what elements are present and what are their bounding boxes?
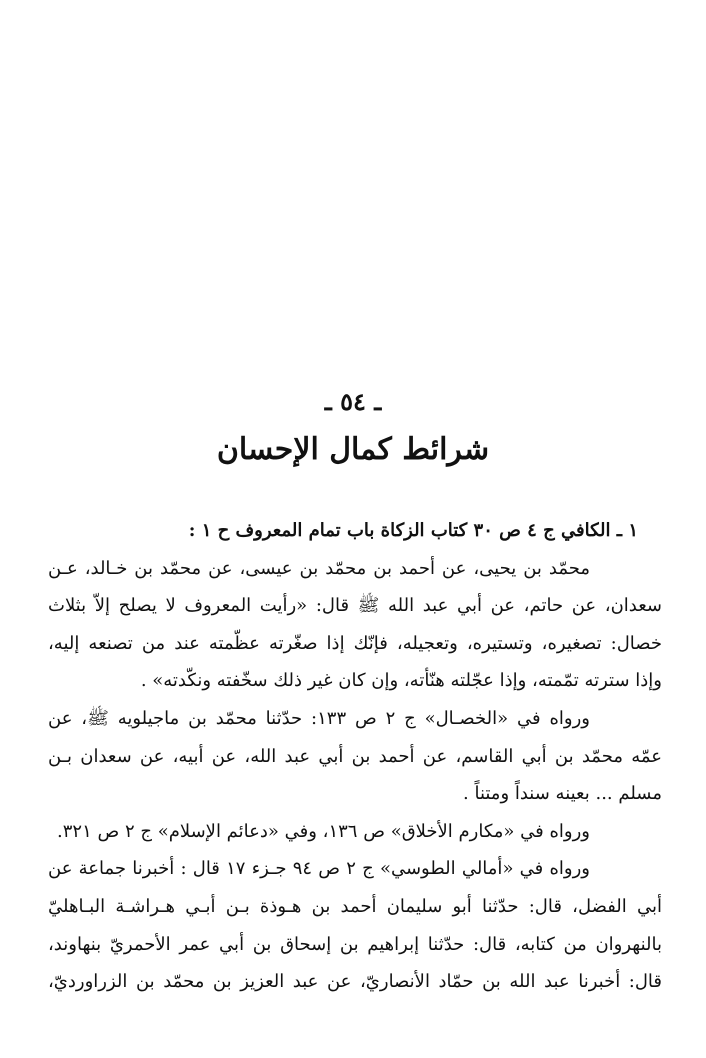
text-line: محمّد بن يحيى، عن أحمد بن محمّد بن عيسى، عن محمّد بن خـالد، عـن (48, 557, 590, 579)
text-line: أبي الفضل، قال: حدّثنا أبو سليمان أحمد بن هـوذة بـن أبـي هـراشـة البـاهليّ (48, 895, 662, 917)
text-line: عمّه محمّد بن أبي القاسم، عن أحمد بن أبي عبد الله، عن أبيه، عن سعدان بـن (48, 745, 662, 767)
chapter-title: شرائط كمال الإحسان (216, 432, 490, 467)
text-line: ورواه في «أمالي الطوسي» ج ٢ ص ٩٤ جـزء ١٧ قال : أخبرنا جماعة عن (48, 858, 590, 880)
text-line: خصال: تصغيره، وتستيره، وتعجيله، فإنّك إذا صغّرته عظّمته عند من تصنعه إليه، (48, 632, 662, 654)
source-heading-line: ١ ـ الكافي ج ٤ ص ٣٠ كتاب الزكاة باب تمام المعروف ح ١ : (188, 520, 638, 541)
text-line: وإذا سترته تمّمته، وإذا عجّلته هنّأته، وإن كان غير ذلك سخّفته ونكّدته» . (140, 670, 662, 692)
text-line: مسلم ... بعينه سنداً ومتناً . (463, 783, 662, 805)
body-text (48, 512, 662, 1001)
chapter-number: ـ ٥٤ ـ (324, 387, 382, 416)
text-line: بالنهروان من كتابه، قال: حدّثنا إبراهيم بن إسحاق بن أبي عمر الأحمريّ بنهاوند، (48, 933, 662, 955)
text-line: ورواه في «مكارم الأخلاق» ص ١٣٦، وفي «دعائم الإسلام» ج ٢ ص ٣٢١. (57, 820, 590, 842)
text-line: سعدان، عن حاتم، عن أبي عبد الله ﷺ قال: «رأيت المعروف لا يصلح إلاّ بثلاث (48, 595, 662, 617)
text-line: ورواه في «الخصـال» ج ٢ ص ١٣٣: حدّثنا محمّد بن ماجيلويه ﷺ، عن (48, 707, 590, 729)
text-line: قال: أخبرنا عبد الله بن حمّاد الأنصاريّ، عن عبد العزيز بن محمّد بن الزراورديّ، (48, 971, 662, 993)
